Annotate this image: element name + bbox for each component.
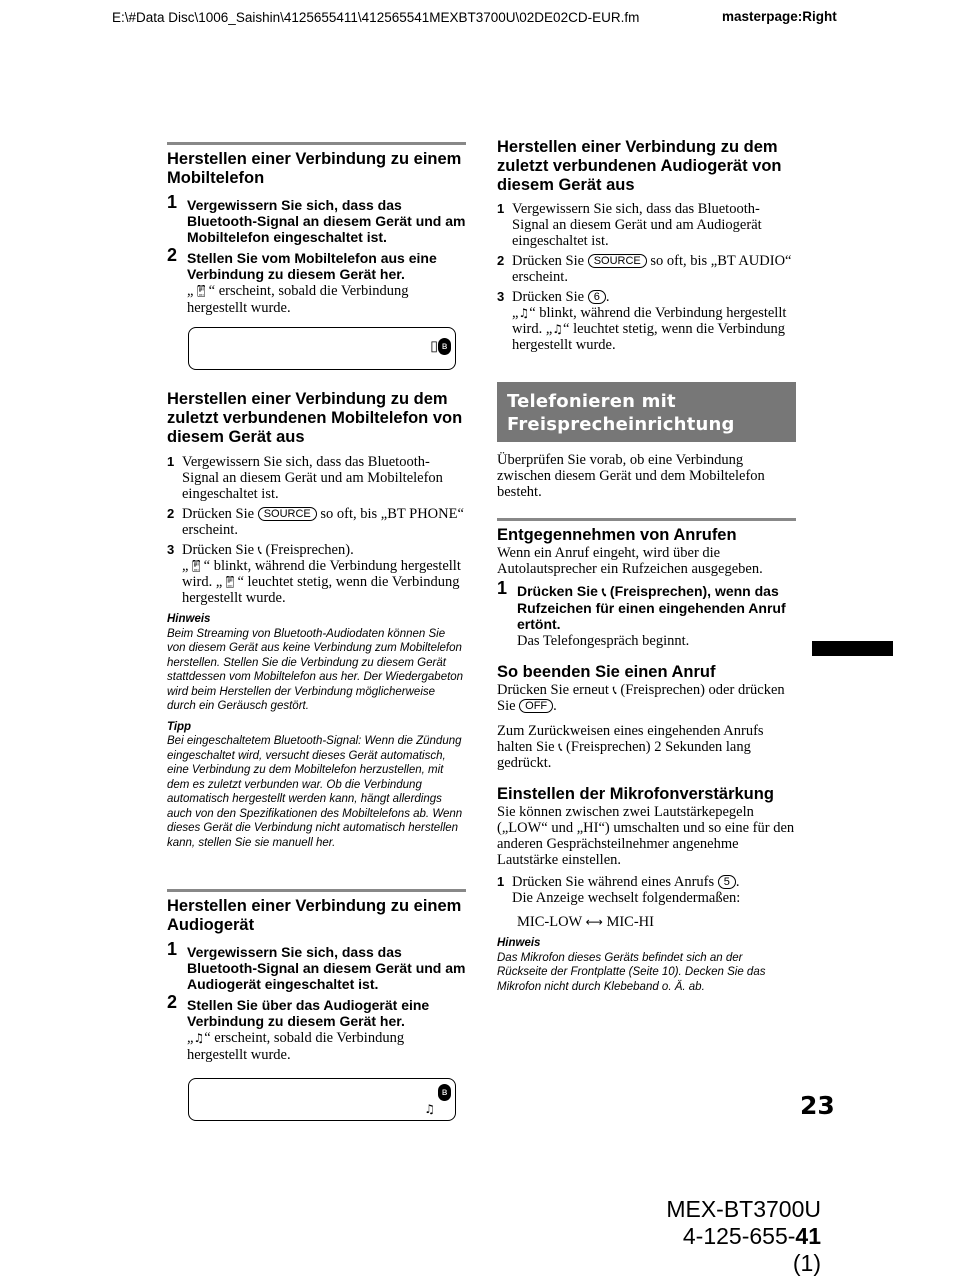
- file-path: E:\#Data Disc\1006_Saishin\4125655411\412565541MEXBT3700U\02DE02CD-EUR.fm: [112, 10, 640, 25]
- tip: [167, 720, 466, 851]
- step-1: 1 Drücken Sie 📞︎ (Freisprechen), wenn das Rufzeichen für einen eingehenden Anruf ertönt. Das Telefongespräch beginnt.: [497, 578, 786, 649]
- paragraph: Zum Zurückweisen eines eingehenden Anrufs halten Sie 📞︎ (Freisprechen) 2 Sekunden lang gedrückt.: [497, 723, 764, 771]
- right-section-1: [497, 138, 796, 353]
- handsfree-phone-icon: 📞︎: [558, 740, 563, 754]
- phone-connected-icon: ▯: [430, 338, 438, 355]
- phone-link-icon: 📱︎: [222, 575, 238, 589]
- step-2-detail: „📱︎“ erscheint, sobald die Verbindung hergestellt wurde.: [187, 283, 409, 316]
- tip-text: Bei eingeschaltetem Bluetooth-Signal: Wenn die Zündung eingeschaltet wird, versucht dieses Gerät automatisch, eine Verbindung zu dem Mobiltelefon herzustellen, mit dem es zuletzt verbunden war. Ob die Verbindung automatisch hergestellt werden kann, hängt allerdings auch von den Spezifikationen des Mobiltelefons ab. Wenn dieses Gerät die Verbindung nicht automatisch herstellen kann, stellen Sie sie manuell her.: [167, 735, 463, 849]
- note: [167, 612, 466, 714]
- tip-label: Tipp: [167, 720, 192, 733]
- model-info: [650, 1196, 821, 1277]
- paragraph: Drücken Sie erneut 📞︎ (Freisprechen) oder drücken Sie OFF .: [497, 682, 785, 714]
- section-heading: Herstellen einer Verbindung zu dem zuletzt verbundenen Mobiltelefon von diesem Gerät aus: [167, 390, 463, 446]
- handsfree-phone-icon: 📞︎: [257, 543, 262, 557]
- phone-link-icon: 📱︎: [193, 284, 209, 298]
- display-panel: [188, 327, 456, 370]
- left-section-3: [167, 897, 466, 1063]
- phone-link-icon: 📱︎: [188, 559, 204, 573]
- audio-link-icon: ♫: [552, 322, 564, 336]
- part-number: 4-125-655-41 (1): [682, 1223, 821, 1276]
- section-rule: [167, 889, 466, 892]
- left-section-1: [167, 150, 466, 316]
- handsfree-phone-icon: 📞︎: [601, 585, 607, 599]
- step-2: 2 Stellen Sie vom Mobiltelefon aus eine Verbindung zu diesem Gerät her. „📱︎“ erscheint, sobald die Verbindung hergestellt wurde.: [167, 245, 437, 316]
- audio-link-icon: ♫: [518, 306, 530, 320]
- step-2-detail: „♫“ erscheint, sobald die Verbindung hergestellt wurde.: [187, 1030, 405, 1063]
- step-1: 1 Drücken Sie während eines Anrufs 5 . Die Anzeige wechselt folgendermaßen:: [497, 874, 741, 906]
- step-1: 1 Vergewissern Sie sich, dass das Bluetooth-Signal an diesem Gerät und am Mobiltelefon eingeschaltet ist.: [167, 192, 466, 245]
- section-heading: Herstellen einer Verbindung zu dem zuletzt verbundenen Audiogerät von diesem Gerät aus: [497, 138, 782, 194]
- page-number: 23: [800, 1091, 835, 1120]
- step-3: 3 Drücken Sie 📞︎ (Freisprechen). „📱︎“ blinkt, während die Verbindung hergestellt wird. „📱︎“ leuchtet stetig, wenn die Verbindung hergestellt wurde.: [167, 542, 461, 606]
- step-1: 1 Vergewissern Sie sich, dass das Bluetooth-Signal an diesem Gerät und am Mobiltelefon eingeschaltet ist.: [167, 454, 443, 502]
- note-label: Hinweis: [497, 937, 541, 949]
- section-heading: So beenden Sie einen Anruf: [497, 663, 716, 681]
- handsfree-phone-icon: 📞︎: [612, 683, 617, 697]
- step-2: 2 Drücken Sie SOURCE so oft, bis „BT AUDIO“ erscheint.: [497, 253, 792, 285]
- bluetooth-icon: ʙ: [438, 1084, 451, 1101]
- double-arrow-icon: ⟷: [585, 915, 603, 929]
- source-button: SOURCE: [588, 254, 647, 268]
- section-heading: Einstellen der Mikrofonverstärkung: [497, 785, 774, 803]
- chapter-tab: [812, 641, 893, 656]
- section-rule: [167, 142, 466, 145]
- note: [497, 936, 796, 994]
- audio-link-icon: ♫: [193, 1031, 205, 1045]
- paragraph: Wenn ein Anruf eingeht, wird über die Autolautsprecher ein Rufzeichen ausgegeben.: [497, 545, 763, 577]
- number-5-button: 5: [718, 875, 736, 889]
- audio-connected-icon: ♫: [424, 1102, 435, 1116]
- section-heading: Herstellen einer Verbindung zu einem Mobiltelefon: [167, 150, 462, 187]
- step-1: 1 Vergewissern Sie sich, dass das Bluetooth-Signal an diesem Gerät und am Audiogerät eingeschaltet ist.: [497, 201, 762, 249]
- section-rule: [497, 518, 796, 521]
- step-3: 3 Drücken Sie 6 . „♫“ blinkt, während die Verbindung hergestellt wird. „♫“ leuchtet stetig, wenn die Verbindung hergestellt wurde.: [497, 289, 787, 353]
- note-text: Beim Streaming von Bluetooth-Audiodaten können Sie von diesem Gerät aus keine Verbindung zum Mobiltelefon herstellen. Stellen Sie die Verbindung zu diesem Gerät stattdessen vom Mobiltelefon aus her. Der Wiedergabeton wird beim Herstellen der Verbindung möglicherweise durch ein Geräusch gestört.: [167, 627, 464, 712]
- source-button: SOURCE: [258, 507, 317, 521]
- left-section-2: [167, 390, 466, 850]
- model-number: MEX-BT3700U: [666, 1196, 821, 1222]
- masterpage-label: masterpage:Right: [722, 9, 837, 24]
- bluetooth-icon: ʙ: [438, 338, 451, 355]
- step-1: 1 Vergewissern Sie sich, dass das Bluetooth-Signal an diesem Gerät und am Audiogerät eingeschaltet ist.: [167, 939, 466, 992]
- section-title-box: [497, 382, 796, 442]
- section-title: Telefonieren mit Freisprecheinrichtung: [507, 391, 735, 435]
- off-button: OFF: [519, 699, 553, 713]
- paragraph: Sie können zwischen zwei Lautstärkepegeln („LOW“ und „HI“) umschalten und so eine für den anderen Gesprächsteilnehmer angenehme Lautstärke einstellen.: [497, 804, 795, 868]
- step-2: 2 Drücken Sie SOURCE so oft, bis „BT PHONE“ erscheint.: [167, 506, 464, 538]
- right-section-2: [497, 526, 796, 994]
- intro-text: Überprüfen Sie vorab, ob eine Verbindung zwischen diesem Gerät und dem Mobiltelefon besteht.: [497, 452, 765, 500]
- section-heading: Entgegennehmen von Anrufen: [497, 526, 737, 544]
- note-label: Hinweis: [167, 613, 211, 625]
- step-2: 2 Stellen Sie über das Audiogerät eine Verbindung zu diesem Gerät her. „♫“ erscheint, sobald die Verbindung hergestellt wurde.: [167, 992, 430, 1063]
- section-heading: Herstellen einer Verbindung zu einem Audiogerät: [167, 897, 462, 934]
- mic-sequence: MIC-LOW ⟷ MIC-HI: [517, 914, 654, 930]
- number-6-button: 6: [588, 290, 606, 304]
- display-panel: [188, 1078, 456, 1121]
- note-text: Das Mikrofon dieses Geräts befindet sich an der Rückseite der Frontplatte (Seite 10). Decken Sie das Mikrofon nicht durch Klebeband o. Ä. ab.: [497, 951, 766, 993]
